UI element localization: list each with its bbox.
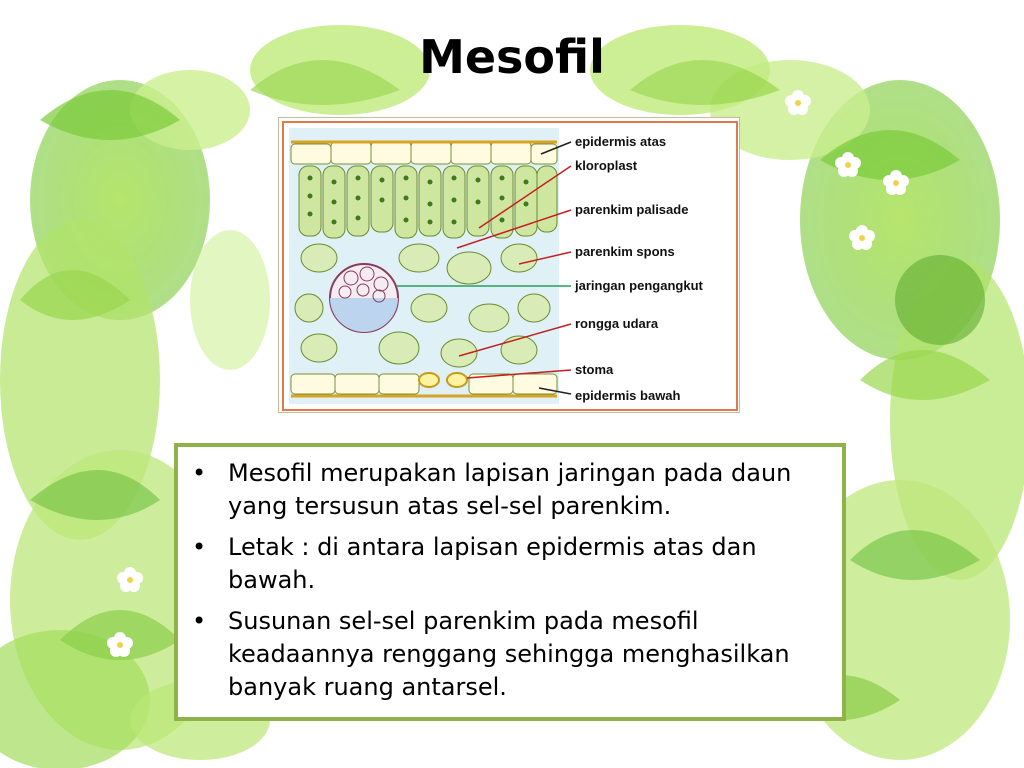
bullet-text: Susunan sel-sel parenkim pada mesofil keadaannya renggang sehingga menghasilkan banyak ruang antarsel. — [228, 607, 790, 701]
label-epidermis-bawah: epidermis bawah — [575, 388, 681, 403]
label-epidermis-atas: epidermis atas — [575, 134, 667, 149]
bullet-dot: • — [192, 607, 207, 635]
bullet-list — [178, 447, 842, 704]
bullet-text: Letak : di antara lapisan epidermis atas dan bawah. — [228, 533, 757, 594]
label-jaringan-pengangkut: jaringan pengangkut — [575, 278, 703, 293]
label-stoma: stoma — [575, 362, 614, 377]
bullet-text-box — [174, 443, 846, 721]
label-parenkim-spons: parenkim spons — [575, 244, 675, 259]
label-parenkim-palisade: parenkim palisade — [575, 202, 689, 217]
bullet-item — [190, 531, 828, 597]
bullet-dot: • — [192, 533, 207, 561]
slide-title: Mesofil — [419, 30, 605, 84]
bullet-dot: • — [192, 459, 207, 487]
label-rongga-udara: rongga udara — [575, 316, 659, 331]
leaf-cross-section-diagram — [278, 117, 740, 413]
bullet-item — [190, 605, 828, 704]
label-kloroplast: kloroplast — [575, 158, 638, 173]
bullet-item — [190, 457, 828, 523]
upper-epidermis-cells — [291, 142, 557, 164]
bullet-text: Mesofil merupakan lapisan jaringan pada daun yang tersusun atas sel-sel parenkim. — [228, 459, 792, 520]
vascular-bundle — [330, 264, 398, 332]
